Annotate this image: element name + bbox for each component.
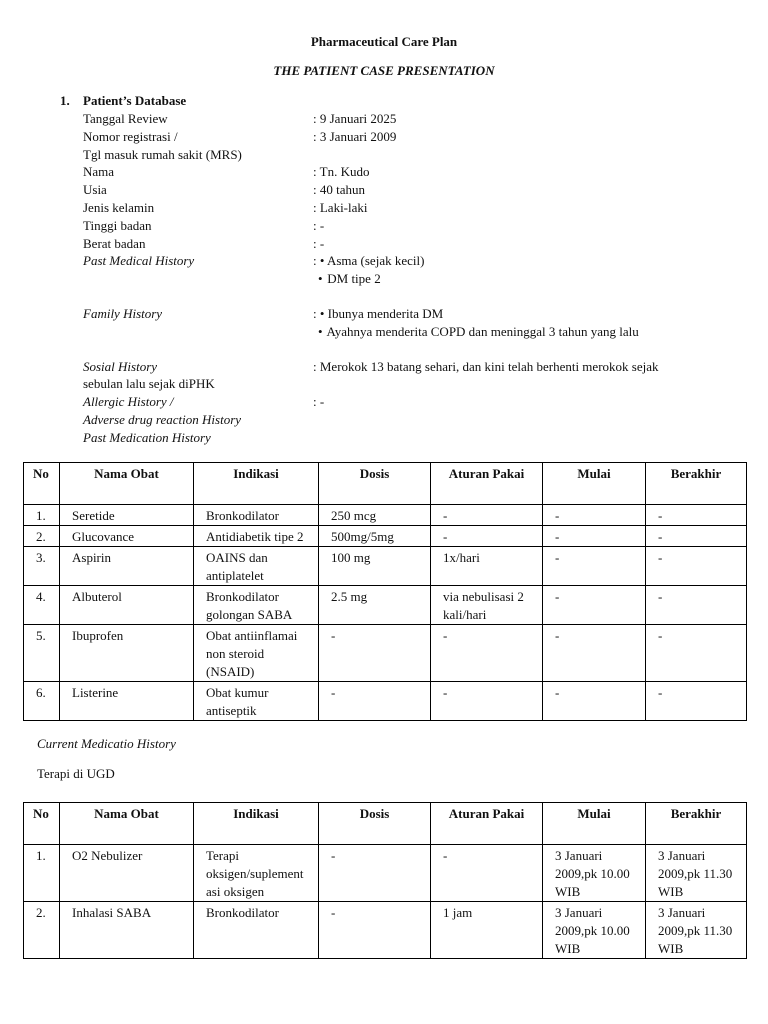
field-nomor-registrasi — [83, 128, 743, 146]
bullet-icon: • — [318, 271, 323, 287]
table-cell: - — [543, 505, 646, 526]
current-medication-title: Current Medicatio History — [37, 736, 176, 751]
table-cell: 100 mg — [319, 547, 431, 586]
table-cell: Seretide — [60, 505, 194, 526]
table-cell: 1. — [24, 505, 60, 526]
field-value: : Tn. Kudo — [313, 164, 370, 180]
table-cell: - — [543, 625, 646, 682]
list-item-text: Asma (sejak kecil) — [326, 253, 425, 269]
terapi-title: Terapi di UGD — [37, 766, 115, 781]
table-cell: 1 jam — [431, 902, 543, 959]
column-header: No — [24, 463, 60, 505]
field-value: : - — [313, 235, 325, 251]
column-header: Mulai — [543, 463, 646, 505]
field-berat-badan — [83, 235, 743, 253]
table-row — [24, 625, 747, 682]
column-header: Dosis — [319, 803, 431, 845]
field-value: : - — [313, 217, 325, 233]
table-cell: Bronkodilator — [194, 505, 319, 526]
table-cell: - — [646, 547, 747, 586]
table-cell: - — [646, 526, 747, 547]
table-cell: OAINS dan antiplatelet — [194, 547, 319, 586]
table-cell: - — [319, 845, 431, 902]
table-cell: 3 Januari 2009,pk 10.00 WIB — [543, 902, 646, 959]
field-value: : Laki-laki — [313, 199, 368, 215]
table-row — [24, 526, 747, 547]
field-value: : 40 tahun — [313, 182, 365, 198]
table-cell: - — [646, 505, 747, 526]
table-cell: - — [646, 682, 747, 721]
table-row — [24, 902, 747, 959]
table-cell: 500mg/5mg — [319, 526, 431, 547]
field-label: Tgl masuk rumah sakit (MRS) — [83, 146, 242, 162]
field-past-medication-history — [83, 429, 743, 447]
field-label: Allergic History / — [83, 394, 174, 410]
table-cell: 1x/hari — [431, 547, 543, 586]
column-header: Berakhir — [646, 463, 747, 505]
field-label: Tanggal Review — [83, 111, 168, 126]
document-subtitle: THE PATIENT CASE PRESENTATION — [273, 63, 495, 78]
field-label: Usia — [83, 182, 107, 198]
column-header: No — [24, 803, 60, 845]
column-header: Indikasi — [194, 463, 319, 505]
table-cell: 5. — [24, 625, 60, 682]
column-header: Dosis — [319, 463, 431, 505]
list-item-text: Ayahnya menderita COPD dan meninggal 3 tahun yang lalu — [326, 323, 639, 339]
field-label: Past Medication History — [83, 429, 211, 445]
list-item — [313, 323, 639, 341]
table-cell: Inhalasi SABA — [60, 902, 194, 959]
field-adverse-drug — [83, 411, 743, 429]
field-label: Nomor registrasi / — [83, 128, 178, 144]
table-cell: Antidiabetik tipe 2 — [194, 526, 319, 547]
table-header-row — [24, 463, 747, 505]
table-cell: 2. — [24, 902, 60, 959]
table-header-row — [24, 803, 747, 845]
table-cell: Glucovance — [60, 526, 194, 547]
field-label: Past Medical History — [83, 253, 195, 269]
current-medication-table — [23, 802, 747, 959]
field-label: Nama — [83, 164, 115, 180]
section-number: 1. — [60, 93, 70, 108]
table-cell: via nebulisasi 2 kali/hari — [431, 586, 543, 625]
field-family-history — [83, 305, 743, 341]
table-cell: Obat kumur antiseptik — [194, 682, 319, 721]
field-label: Adverse drug reaction History — [83, 411, 242, 427]
table-cell: Ibuprofen — [60, 625, 194, 682]
table-cell: 6. — [24, 682, 60, 721]
table-cell: - — [319, 682, 431, 721]
column-header: Aturan Pakai — [431, 803, 543, 845]
column-header: Indikasi — [194, 803, 319, 845]
past-medication-table — [23, 462, 747, 721]
table-cell: 2. — [24, 526, 60, 547]
table-cell: 3 Januari 2009,pk 11.30 WIB — [646, 845, 747, 902]
table-cell: Albuterol — [60, 586, 194, 625]
table-cell: - — [319, 902, 431, 959]
field-nama — [83, 163, 743, 181]
table-row — [24, 547, 747, 586]
table-cell: - — [431, 526, 543, 547]
field-usia — [83, 181, 743, 199]
column-header: Aturan Pakai — [431, 463, 543, 505]
field-tinggi-badan — [83, 217, 743, 235]
table-cell: - — [646, 625, 747, 682]
list-item-text: Ibunya menderita DM — [327, 305, 444, 321]
table-cell: Listerine — [60, 682, 194, 721]
table-cell: - — [431, 845, 543, 902]
table-cell: - — [431, 625, 543, 682]
table-cell: Bronkodilator — [194, 902, 319, 959]
bullet-icon: • — [318, 323, 323, 339]
field-jenis-kelamin — [83, 199, 743, 217]
section-heading — [60, 93, 186, 109]
document-title: Pharmaceutical Care Plan — [310, 34, 458, 49]
table-cell: - — [543, 526, 646, 547]
table-cell: 250 mcg — [319, 505, 431, 526]
table-cell: Bronkodilator golongan SABA — [194, 586, 319, 625]
field-allergic-history — [83, 393, 743, 411]
field-tgl-mrs — [83, 146, 743, 164]
table-row — [24, 505, 747, 526]
table-cell: - — [543, 547, 646, 586]
table-cell: Obat antiinflamai non steroid (NSAID) — [194, 625, 319, 682]
column-header: Nama Obat — [60, 803, 194, 845]
colon-bullet: : • — [313, 305, 325, 321]
table-cell: O2 Nebulizer — [60, 845, 194, 902]
table-cell: Aspirin — [60, 547, 194, 586]
table-row — [24, 845, 747, 902]
table-cell: 2.5 mg — [319, 586, 431, 625]
table-cell: - — [646, 586, 747, 625]
list-item — [313, 305, 639, 323]
field-value-continuation: sebulan lalu sejak diPHK — [83, 376, 215, 392]
table-cell: Terapi oksigen/suplement asi oksigen — [194, 845, 319, 902]
field-value-list — [313, 305, 639, 341]
table-cell: 3 Januari 2009,pk 10.00 WIB — [543, 845, 646, 902]
list-item — [313, 252, 424, 270]
table-row — [24, 682, 747, 721]
list-item — [313, 270, 424, 288]
table-cell: 1. — [24, 845, 60, 902]
table-cell: - — [543, 682, 646, 721]
table-cell: 3 Januari 2009,pk 11.30 WIB — [646, 902, 747, 959]
column-header: Berakhir — [646, 803, 747, 845]
colon-bullet: : • — [313, 253, 325, 269]
field-tanggal-review — [83, 110, 743, 128]
field-value: : 3 Januari 2009 — [313, 128, 397, 144]
table-cell: - — [543, 586, 646, 625]
table-cell: - — [431, 505, 543, 526]
field-value: : Merokok 13 batang sehari, dan kini telah berhenti merokok sejak — [313, 358, 659, 374]
field-value: : - — [313, 394, 325, 410]
list-item-text: DM tipe 2 — [327, 271, 381, 287]
field-label: Family History — [83, 305, 163, 321]
field-label: Tinggi badan — [83, 217, 152, 233]
column-header: Mulai — [543, 803, 646, 845]
table-cell: 4. — [24, 586, 60, 625]
table-cell: - — [319, 625, 431, 682]
table-row — [24, 586, 747, 625]
field-label: Berat badan — [83, 235, 146, 251]
table-cell: - — [431, 682, 543, 721]
field-past-medical-history — [83, 252, 743, 288]
table-cell: 3. — [24, 547, 60, 586]
section-title: Patient’s Database — [83, 93, 187, 108]
field-label: Jenis kelamin — [83, 199, 155, 215]
field-sosial-history-continued — [83, 375, 743, 393]
field-label: Sosial History — [83, 358, 158, 374]
field-sosial-history — [83, 358, 743, 376]
column-header: Nama Obat — [60, 463, 194, 505]
field-value: : 9 Januari 2025 — [313, 111, 397, 126]
field-value-list — [313, 252, 424, 288]
patient-database — [83, 110, 743, 447]
